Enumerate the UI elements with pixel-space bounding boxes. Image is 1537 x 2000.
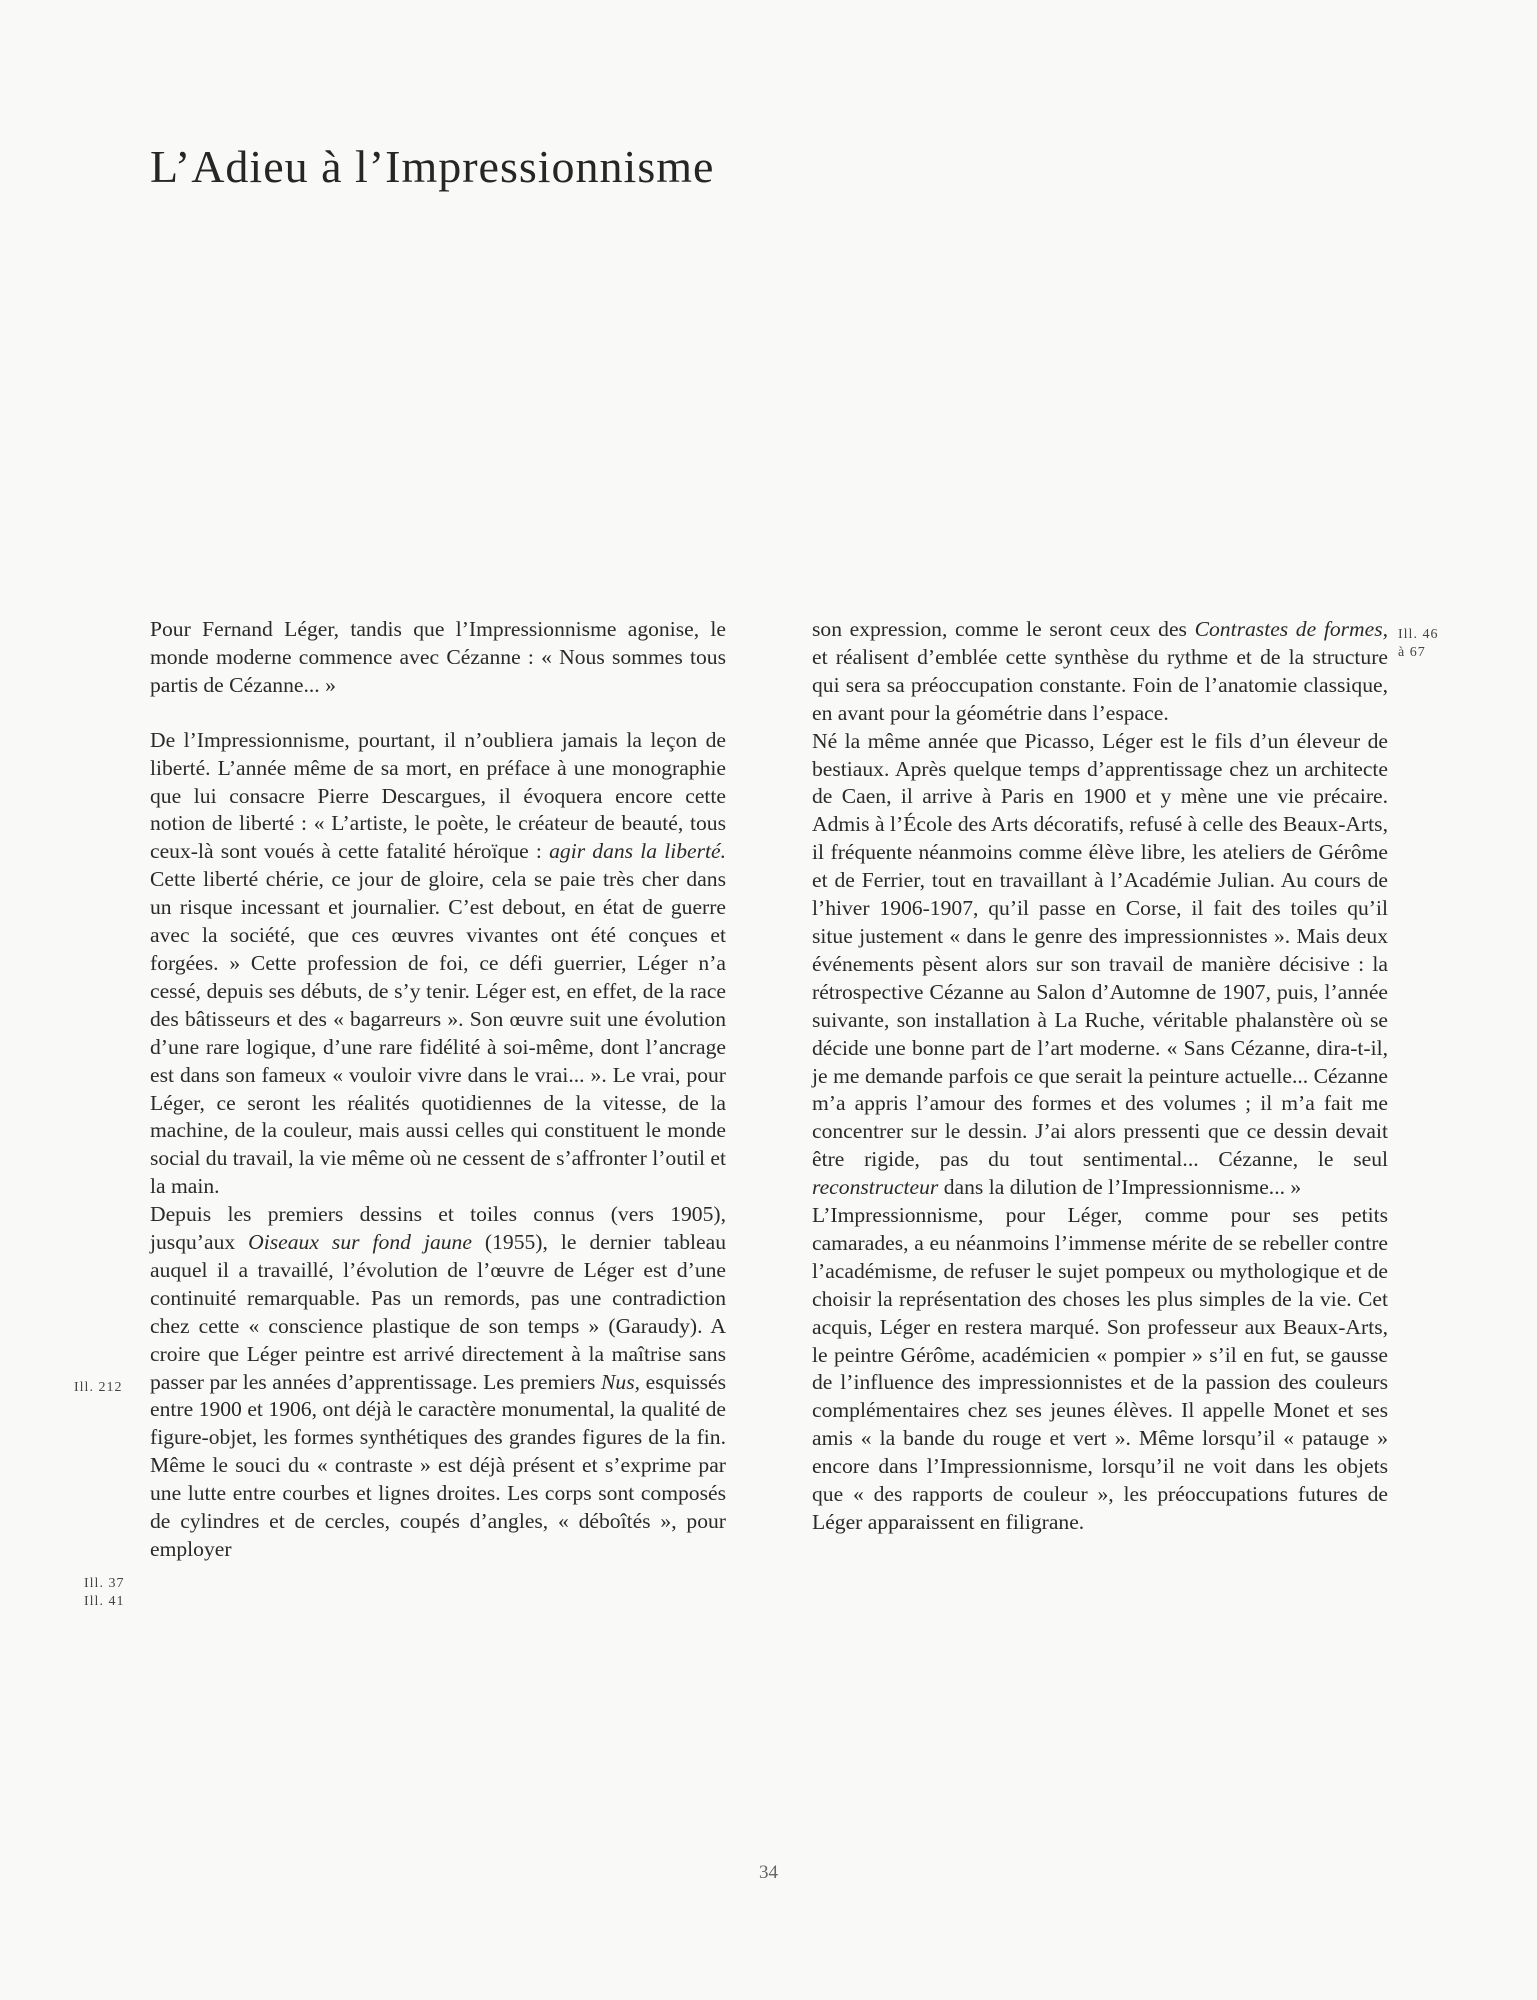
paragraph: son expression, comme le seront ceux des Contrastes de formes, et réalisent d’emblée cette synthèse du rythme et de la structure qui sera sa préoccupation constante. Foin de l’anatomie classique, en avant pour la géométrie dans l’espace.: [812, 617, 1388, 725]
margin-note-ill-67: à 67: [1398, 645, 1426, 660]
paragraph: Pour Fernand Léger, tandis que l’Impressionnisme agonise, le monde moderne commence avec Cézanne : « Nous sommes tous partis de Cézanne... »: [150, 617, 726, 697]
margin-note-ill-41: Ill. 41: [84, 1594, 125, 1609]
margin-note-ill-46: Ill. 46: [1398, 627, 1439, 642]
margin-note-ill-212: Ill. 212: [74, 1380, 123, 1395]
left-column: [150, 616, 726, 1564]
paragraph: Depuis les premiers dessins et toiles connus (vers 1905), jusqu’aux Oiseaux sur fond jaune (1955), le dernier tableau auquel il a travaillé, l’évolution de l’œuvre de Léger est d’une continuité remarquable. Pas un remords, pas une contradiction chez cette « conscience plastique de son temps » (Garaudy). A croire que Léger peintre est arrivé directement à la maîtrise sans passer par les années d’apprentissage. Les premiers Nus, esquissés entre 1900 et 1906, ont déjà le caractère monumental, la qualité de figure-objet, les formes synthétiques des grandes figures de la fin. Même le souci du « contraste » est déjà présent et s’exprime par une lutte entre courbes et lignes droites. Les corps sont composés de cylindres et de cercles, coupés d’angles, « déboîtés », pour employer: [150, 1202, 726, 1561]
paragraph: De l’Impressionnisme, pourtant, il n’oubliera jamais la leçon de liberté. L’année même de sa mort, en préface à une monographie que lui consacre Pierre Descargues, il évoquera encore cette notion de liberté : « L’artiste, le poète, le créateur de beauté, tous ceux-là sont voués à cette fatalité héroïque : agir dans la liberté. Cette liberté chérie, ce jour de gloire, cela se paie très cher dans un risque incessant et journalier. C’est debout, en état de guerre avec la société, que ces œuvres vivantes ont été conçues et forgées. » Cette profession de foi, ce défi guerrier, Léger n’a cessé, depuis ses débuts, de s’y tenir. Léger est, en effet, de la race des bâtisseurs et des « bagarreurs ». Son œuvre suit une évolution d’une rare logique, d’une rare fidélité à soi-même, dont l’ancrage est dans son fameux « vouloir vivre dans le vrai... ». Le vrai, pour Léger, ce seront les réalités quotidiennes de la vitesse, de la machine, de la couleur, mais aussi celles qui constituent le monde social du travail, la vie même où ne cessent de s’affronter l’outil et la main.: [150, 727, 726, 1199]
page-number: 34: [759, 1862, 778, 1883]
paragraph: L’Impressionnisme, pour Léger, comme pour ses petits camarades, a eu néanmoins l’immense mérite de se rebeller contre l’académisme, de refuser le sujet pompeux ou mythologique et de choisir la représentation des choses les plus simples de la vie. Cet acquis, Léger en restera marqué. Son professeur aux Beaux-Arts, le peintre Gérôme, académicien « pompier » s’il en fut, se gausse de l’influence des impressionnistes et de la passion des couleurs complémentaires chez ses jeunes élèves. Il appelle Monet et ses amis « la bande du rouge et vert ». Même lorsqu’il « patauge » encore dans l’Impressionnisme, lorsqu’il ne voit dans les objets que « des rapports de couleur », les préoccupations futures de Léger apparaissent en filigrane.: [812, 1203, 1388, 1534]
paragraph: Né la même année que Picasso, Léger est le fils d’un éleveur de bestiaux. Après quelque temps d’apprentissage chez un architecte de Caen, il arrive à Paris en 1900 et y mène une vie précaire. Admis à l’École des Arts décoratifs, refusé à celle des Beaux-Arts, il fréquente néanmoins comme élève libre, les ateliers de Gérôme et de Ferrier, tout en travaillant à l’Académie Julian. Au cours de l’hiver 1906-1907, qu’il passe en Corse, il fait des toiles qu’il situe justement « dans le genre des impressionnistes ». Mais deux événements pèsent alors sur son travail de manière décisive : la rétrospective Cézanne au Salon d’Automne de 1907, puis, l’année suivante, son installation à La Ruche, véritable phalanstère où se décide une bonne part de l’art moderne. « Sans Cézanne, dira-t-il, je me demande parfois ce que serait la peinture actuelle... Cézanne m’a appris l’amour des formes et des volumes ; il m’a fait me concentrer sur le dessin. J’ai alors pressenti que ce dessin devait être rigide, pas du tout sentimental... Cézanne, le seul reconstructeur dans la dilution de l’Impressionnisme... »: [812, 728, 1388, 1200]
right-column: [812, 616, 1388, 1537]
page-title: L’Adieu à l’Impressionnisme: [150, 141, 715, 192]
margin-note-ill-37: Ill. 37: [84, 1576, 125, 1591]
